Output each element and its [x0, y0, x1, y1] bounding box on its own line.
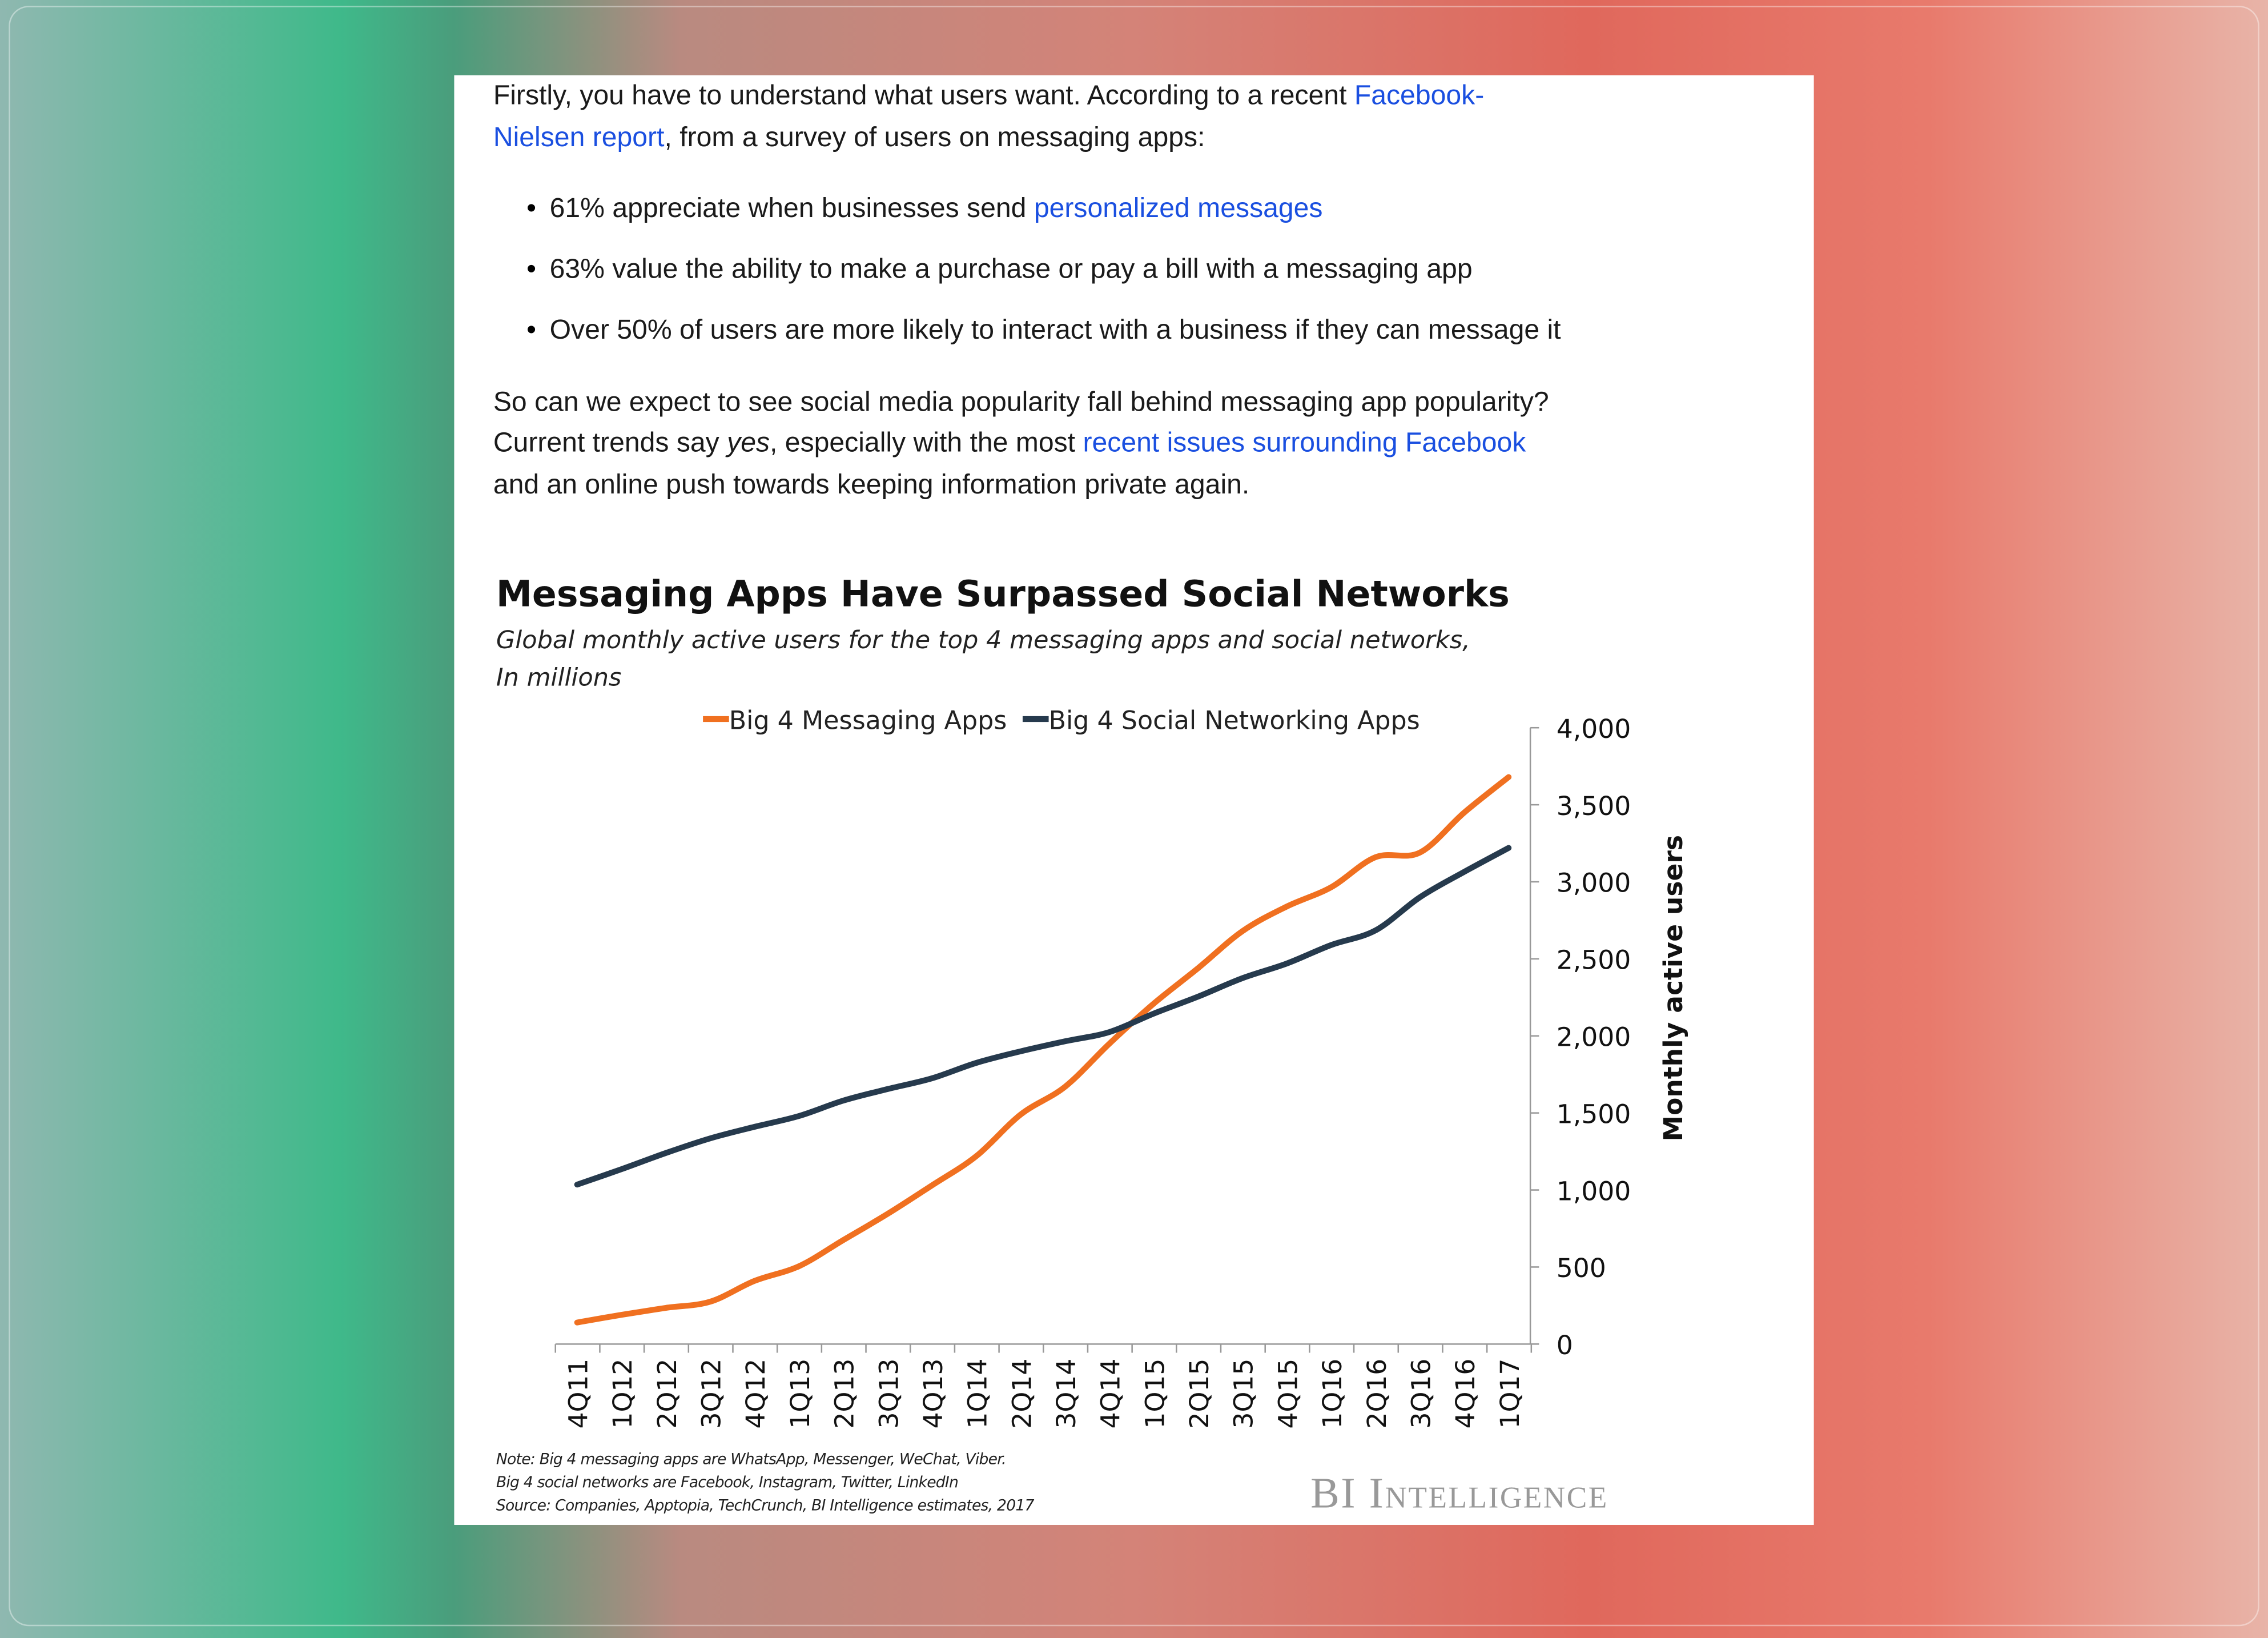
x-tick-label: 1Q14 [962, 1358, 993, 1429]
x-tick-label: 4Q11 [563, 1358, 594, 1429]
x-tick-label: 1Q16 [1317, 1358, 1348, 1429]
data-point [1020, 1114, 1021, 1115]
text: 61% appreciate when businesses send [549, 194, 1034, 224]
data-point [1198, 968, 1199, 969]
bullet-item-3: Over 50% of users are more likely to interact with a business if they can message it [549, 315, 1561, 346]
legend-label: Big 4 Messaging Apps [729, 706, 1007, 736]
data-point [1464, 812, 1465, 813]
text: Firstly, you have to understand what users want. According to a recent [493, 81, 1354, 112]
y-tick-label: 0 [1556, 1330, 1573, 1361]
data-point [710, 1138, 711, 1139]
text: , especially with the most [770, 428, 1083, 459]
data-point [1286, 963, 1287, 964]
x-tick-label: 1Q15 [1140, 1358, 1171, 1429]
y-tick-label: 500 [1556, 1253, 1606, 1284]
x-tick-label: 4Q16 [1450, 1358, 1481, 1429]
x-tick-label: 3Q15 [1228, 1358, 1259, 1429]
chart-source: Source: Companies, Apptopia, TechCrunch, BI Intelligence estimates, 2017 [496, 1497, 1034, 1515]
bullet-item-2: 63% value the ability to make a purchase or pay a bill with a messaging app [549, 254, 1473, 286]
x-tick-label: 4Q13 [918, 1358, 948, 1429]
text: Current trends say [493, 428, 727, 459]
y-tick-label: 3,000 [1556, 868, 1631, 898]
chart-note-1: Note: Big 4 messaging apps are WhatsApp, Messenger, WeChat, Viber. [496, 1451, 1006, 1469]
series-line-social [577, 848, 1509, 1185]
data-point [1420, 897, 1421, 898]
x-tick-label: 2Q15 [1184, 1358, 1215, 1429]
facebook-issues-link[interactable]: recent issues surrounding Facebook [1083, 428, 1526, 459]
x-tick-label: 2Q13 [829, 1358, 860, 1429]
x-tick-label: 2Q16 [1361, 1358, 1392, 1429]
y-tick-label: 1,000 [1556, 1176, 1631, 1207]
x-tick-label: 1Q12 [608, 1358, 638, 1429]
paragraph-2-line-1: So can we expect to see social media popularity fall behind messaging app popularity? [493, 387, 1549, 419]
data-point [621, 1169, 622, 1170]
x-tick-label: 3Q13 [874, 1358, 904, 1429]
data-point [1420, 852, 1421, 853]
data-point [1242, 931, 1243, 932]
x-tick-label: 3Q16 [1406, 1358, 1437, 1429]
x-tick-label: 3Q12 [696, 1358, 727, 1429]
x-tick-label: 4Q12 [741, 1358, 771, 1429]
x-tick-label: 4Q14 [1095, 1358, 1126, 1429]
chart-subtitle-line-2: In millions [496, 664, 622, 693]
text: , from a survey of users on messaging apps: [664, 123, 1205, 154]
paragraph-2-line-3: and an online push towards keeping information private again. [493, 470, 1250, 501]
bi-intelligence-logo: BI Intelligence [1310, 1470, 1608, 1518]
data-point [1153, 1013, 1154, 1014]
x-tick-label: 1Q13 [785, 1358, 815, 1429]
data-point [1109, 1032, 1110, 1033]
x-tick-label: 2Q12 [652, 1358, 682, 1429]
data-point [1286, 906, 1287, 907]
data-point [976, 1156, 977, 1157]
y-tick-label: 4,000 [1556, 713, 1631, 744]
chart-note-2: Big 4 social networks are Facebook, Instagram, Twitter, LinkedIn [496, 1474, 959, 1492]
bullet-icon: • [526, 194, 536, 224]
data-point [754, 1280, 755, 1281]
emphasis: yes [727, 428, 770, 459]
y-tick-label: 2,000 [1556, 1022, 1631, 1053]
x-tick-label: 4Q15 [1273, 1358, 1304, 1429]
facebook-nielsen-link[interactable]: Facebook- [1354, 81, 1485, 112]
y-axis-label: Monthly active users [1658, 835, 1689, 1142]
x-tick-label: 1Q17 [1494, 1358, 1525, 1429]
bullet-icon: • [526, 254, 536, 286]
y-tick-label: 1,500 [1556, 1099, 1631, 1130]
nielsen-report-link[interactable]: Nielsen report [493, 123, 665, 154]
legend-label: Big 4 Social Networking Apps [1048, 706, 1420, 736]
y-tick-label: 2,500 [1556, 945, 1631, 975]
data-point [1331, 887, 1332, 888]
bullet-icon: • [526, 315, 536, 346]
series-line-messaging [577, 777, 1509, 1323]
x-tick-label: 2Q14 [1007, 1358, 1038, 1429]
data-point [887, 1089, 888, 1090]
data-point [1153, 1003, 1154, 1004]
x-tick-label: 3Q14 [1051, 1358, 1082, 1429]
data-point [1109, 1043, 1110, 1044]
chart-title: Messaging Apps Have Surpassed Social Networks [496, 573, 1510, 615]
y-tick-label: 3,500 [1556, 790, 1631, 821]
personalized-messages-link[interactable]: personalized messages [1034, 194, 1323, 224]
chart-subtitle-line-1: Global monthly active users for the top 4 messaging apps and social networks, [496, 626, 1470, 656]
